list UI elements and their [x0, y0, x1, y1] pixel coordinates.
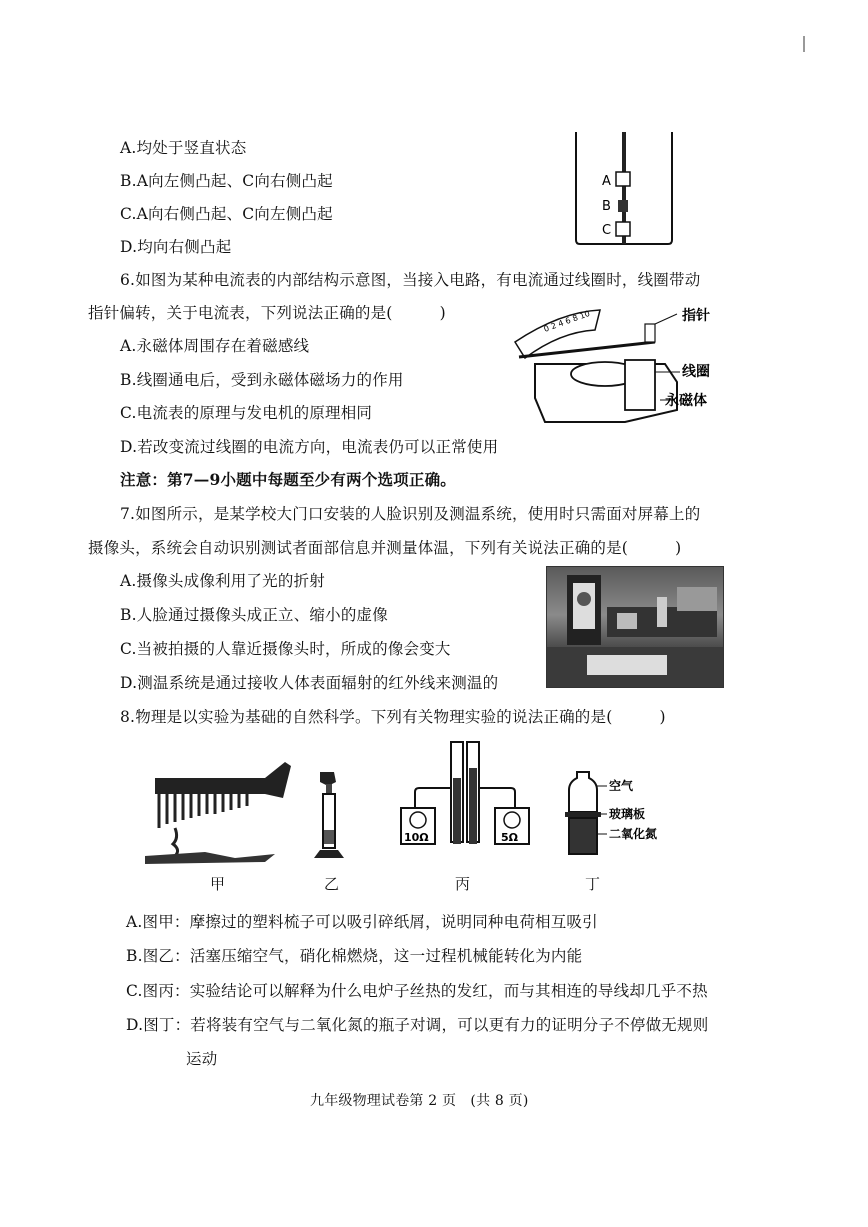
page-edge-mark: [803, 36, 805, 52]
q8-option-b: B.图乙：活塞压缩空气，硝化棉燃烧，这一过程机械能转化为内能: [126, 947, 583, 965]
q8-ding-label-air: 空气: [609, 779, 634, 793]
q8-caption-bing: 丙: [455, 875, 471, 893]
q6-option-c: C.电流表的原理与发电机的原理相同: [120, 404, 373, 422]
q7-option-a: A.摄像头成像利用了光的折射: [120, 572, 325, 590]
q8-option-d-continued: 运动: [186, 1050, 218, 1068]
q6-option-a: A.永磁体周围存在着磁感线: [120, 337, 310, 355]
q5-label-a: A: [602, 174, 611, 189]
q8-caption-yi: 乙: [324, 875, 340, 893]
q7-option-b: B.人脸通过摄像头成正立、缩小的虚像: [120, 606, 388, 624]
q8-ding-label-glass: 玻璃板: [609, 807, 646, 821]
q5-option-a: A.均处于竖直状态: [120, 139, 247, 157]
q5-option-d: D.均向右侧凸起: [120, 238, 232, 256]
q8-fig-bing-joule: [395, 738, 535, 858]
q6-option-b: B.线圈通电后，受到永磁体磁场力的作用: [120, 371, 404, 389]
q7-option-d: D.测温系统是通过接收人体表面辐射的红外线来测温的: [120, 674, 499, 692]
q7-option-c: C.当被拍摄的人靠近摄像头时，所成的像会变大: [120, 640, 451, 658]
q5-beaker-figure: [570, 128, 680, 248]
q8-fig-yi-piston: [308, 770, 358, 865]
q6-option-d: D.若改变流过线圈的电流方向，电流表仍可以正常使用: [120, 438, 499, 456]
q6-stem-line2: 指针偏转，关于电流表，下列说法正确的是( ): [88, 304, 446, 322]
q8-bing-label-5ohm: 5Ω: [501, 831, 519, 844]
q6-label-magnet: 永磁体: [665, 393, 707, 409]
q5-label-c: C: [602, 223, 612, 238]
q7-stem-line2: 摄像头，系统会自动识别测试者面部信息并测量体温，下列有关说法正确的是( ): [88, 539, 682, 557]
q5-option-b: B.A向左侧凸起、C向右侧凸起: [120, 172, 333, 190]
note-multi-answer: 注意：第7—9小题中每题至少有两个选项正确。: [120, 470, 456, 489]
q8-fig-ding-bottles: [565, 768, 685, 864]
q7-face-recognition-photo: [546, 566, 724, 688]
q5-label-b: B: [602, 199, 611, 214]
q6-stem-line1: 6.如图为某种电流表的内部结构示意图，当接入电路，有电流通过线圈时，线圈带动: [120, 271, 701, 289]
q8-bing-label-10ohm: 10Ω: [404, 831, 429, 844]
q7-stem-line1: 7.如图所示，是某学校大门口安装的人脸识别及测温系统，使用时只需面对屏幕上的: [120, 505, 701, 523]
q8-stem: 8.物理是以实验为基础的自然科学。下列有关物理实验的说法正确的是( ): [120, 708, 666, 726]
q6-label-pointer: 指针: [682, 308, 710, 324]
q8-caption-jia: 甲: [210, 875, 226, 893]
q8-option-d: D.图丁：若将装有空气与二氧化氮的瓶子对调，可以更有力的证明分子不停做无规则: [126, 1016, 709, 1034]
q5-option-c: C.A向右侧凸起、C向左侧凸起: [120, 205, 333, 223]
q6-ammeter-figure: [505, 302, 720, 430]
q8-option-a: A.图甲：摩擦过的塑料梳子可以吸引碎纸屑，说明同种电荷相互吸引: [126, 913, 598, 931]
q8-ding-label-no2: 二氧化氮: [609, 827, 658, 841]
page-footer: 九年级物理试卷第 2 页 (共 8 页): [310, 1093, 529, 1109]
q6-scale-text: 0 2 4 6 8 10: [542, 308, 592, 334]
q8-option-c: C.图丙：实验结论可以解释为什么电炉子丝热的发红，而与其相连的导线却几乎不热: [126, 982, 708, 1000]
q8-fig-jia-comb: [145, 758, 295, 866]
q8-caption-ding: 丁: [585, 875, 601, 893]
q6-label-coil: 线圈: [682, 364, 710, 380]
